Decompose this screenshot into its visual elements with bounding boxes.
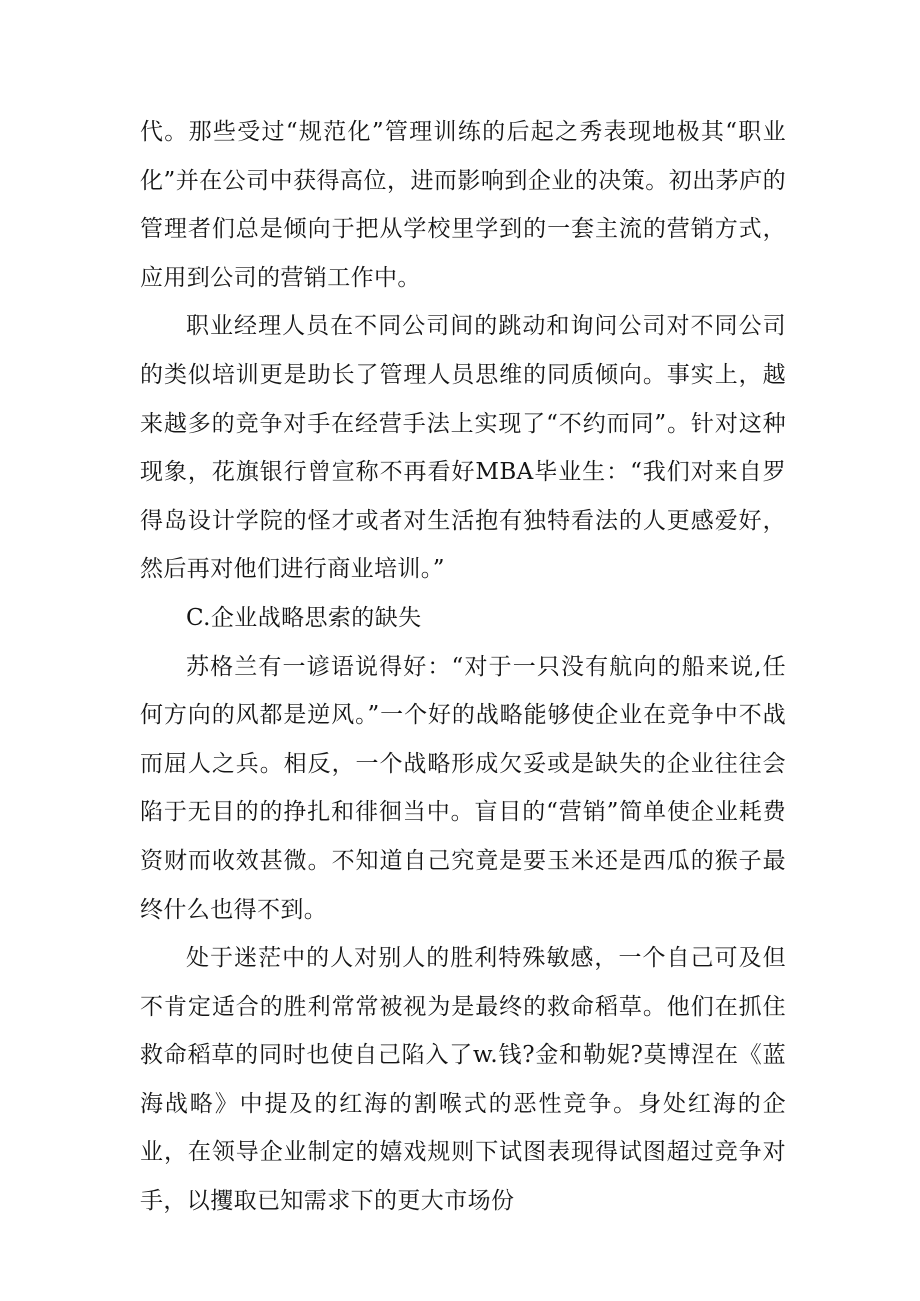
paragraph-red-ocean: 处于迷茫中的人对别人的胜利特殊敏感，一个自己可及但不肯定适合的胜利常常被视为是最终的救命稻草。他们在抓住救命稻草的同时也使自己陷入了w.钱?金和勒妮?莫博涅在《蓝海战略》中提及的红海的割喉式的恶性竞争。身处红海的企业，在领导企业制定的嬉戏规则下试图表现得试图超过竞争对手，以攫取已知需求下的更大市场份: [140, 945, 786, 1215]
section-heading-strategy: C.企业战略思索的缺失: [186, 604, 422, 631]
paragraph-scottish-proverb: 苏格兰有一谚语说得好：“对于一只没有航向的船来说,任何方向的风都是逆风。”一个好的战略能够使企业在竞争中不战而屈人之兵。相反，一个战略形成欠妥或是缺失的企业往往会陷于无目的的挣扎和徘徊当中。盲目的“营销”简单使企业耗费资财而收效甚微。不知道自己究竟是要玉米还是西瓜的猴子最终什么也得不到。: [140, 653, 786, 923]
paragraph-manager-homogeneity: 职业经理人员在不同公司间的跳动和询问公司对不同公司的类似培训更是助长了管理人员思维的同质倾向。事实上，越来越多的竞争对手在经营手法上实现了“不约而同”。针对这种现象，花旗银行曾宣称不再看好MBA毕业生：“我们对来自罗得岛设计学院的怪才或者对生活抱有独特看法的人更感爱好，然后再对他们进行商业培训。”: [140, 313, 786, 583]
document-body: [140, 108, 786, 1226]
paragraph-continuation: 代。那些受过“规范化”管理训练的后起之秀表现地极其“职业化”并在公司中获得高位，进而影响到企业的决策。初出茅庐的管理者们总是倾向于把从学校里学到的一套主流的营销方式，应用到公司的营销工作中。: [140, 119, 786, 291]
